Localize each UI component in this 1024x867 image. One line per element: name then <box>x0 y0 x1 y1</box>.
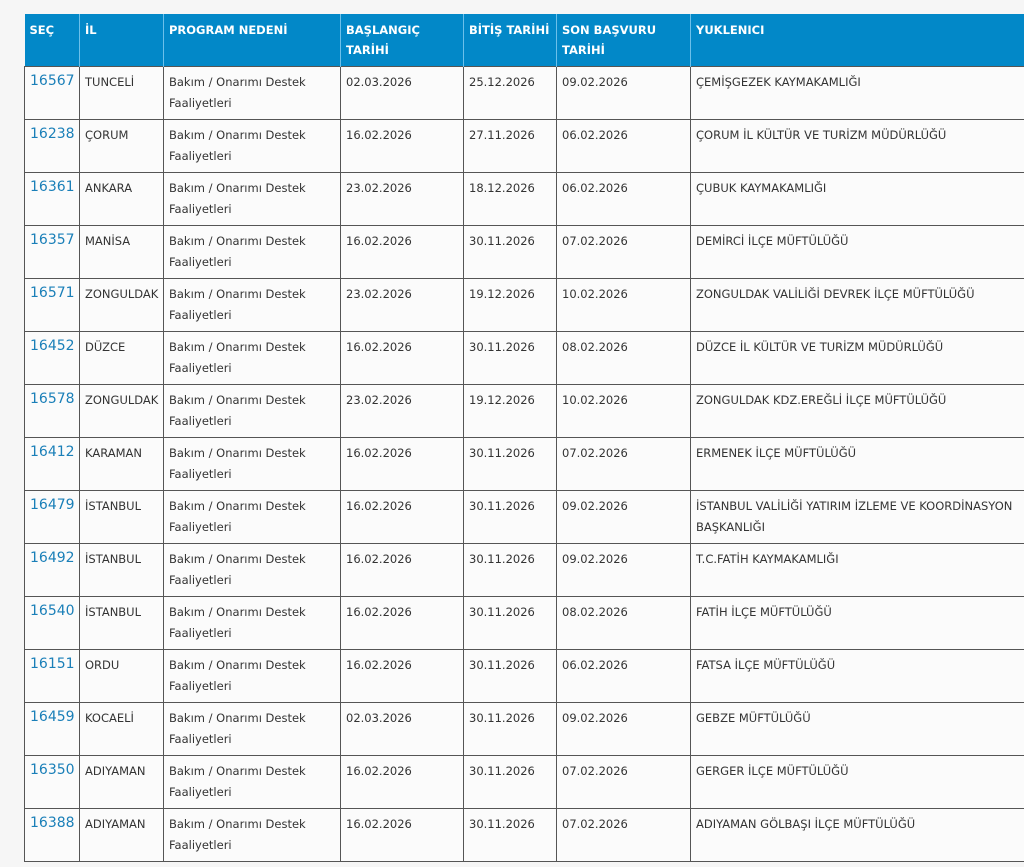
table-row <box>25 809 1024 862</box>
start-date-cell: 16.02.2026 <box>341 809 464 862</box>
program-cell: Bakım / Onarımı Destek Faaliyetleri <box>164 809 341 862</box>
deadline-cell: 09.02.2026 <box>557 491 691 544</box>
program-cell: Bakım / Onarımı Destek Faaliyetleri <box>164 173 341 226</box>
deadline-cell: 08.02.2026 <box>557 332 691 385</box>
end-date-cell: 30.11.2026 <box>464 438 557 491</box>
program-cell: Bakım / Onarımı Destek Faaliyetleri <box>164 385 341 438</box>
row-id-link[interactable]: 16151 <box>25 650 80 703</box>
end-date-cell: 19.12.2026 <box>464 385 557 438</box>
end-date-cell: 30.11.2026 <box>464 597 557 650</box>
row-id-link[interactable]: 16350 <box>25 756 80 809</box>
contractor-cell: DÜZCE İL KÜLTÜR VE TURİZM MÜDÜRLÜĞÜ <box>691 332 1024 385</box>
contractor-cell: ÇEMİŞGEZEK KAYMAKAMLIĞI <box>691 67 1024 120</box>
contractor-cell: T.C.FATİH KAYMAKAMLIĞI <box>691 544 1024 597</box>
province-cell: KARAMAN <box>80 438 164 491</box>
deadline-cell: 07.02.2026 <box>557 226 691 279</box>
end-date-cell: 30.11.2026 <box>464 703 557 756</box>
start-date-cell: 16.02.2026 <box>341 650 464 703</box>
program-cell: Bakım / Onarımı Destek Faaliyetleri <box>164 597 341 650</box>
province-cell: ÇORUM <box>80 120 164 173</box>
table-row <box>25 279 1024 332</box>
header-row <box>25 14 1024 67</box>
table-row <box>25 385 1024 438</box>
program-cell: Bakım / Onarımı Destek Faaliyetleri <box>164 226 341 279</box>
program-cell: Bakım / Onarımı Destek Faaliyetleri <box>164 332 341 385</box>
program-table <box>24 14 1024 862</box>
deadline-cell: 09.02.2026 <box>557 67 691 120</box>
deadline-cell: 07.02.2026 <box>557 809 691 862</box>
program-cell: Bakım / Onarımı Destek Faaliyetleri <box>164 544 341 597</box>
province-cell: MANİSA <box>80 226 164 279</box>
start-date-cell: 23.02.2026 <box>341 279 464 332</box>
contractor-cell: ADIYAMAN GÖLBAŞI İLÇE MÜFTÜLÜĞÜ <box>691 809 1024 862</box>
deadline-cell: 09.02.2026 <box>557 544 691 597</box>
province-cell: ZONGULDAK <box>80 279 164 332</box>
deadline-cell: 09.02.2026 <box>557 703 691 756</box>
contractor-cell: İSTANBUL VALİLİĞİ YATIRIM İZLEME VE KOORDİNASYON BAŞKANLIĞI <box>691 491 1024 544</box>
row-id-link[interactable]: 16388 <box>25 809 80 862</box>
end-date-cell: 30.11.2026 <box>464 809 557 862</box>
deadline-cell: 10.02.2026 <box>557 385 691 438</box>
province-cell: İSTANBUL <box>80 597 164 650</box>
end-date-cell: 25.12.2026 <box>464 67 557 120</box>
row-id-link[interactable]: 16452 <box>25 332 80 385</box>
table-row <box>25 703 1024 756</box>
table-row <box>25 491 1024 544</box>
header-program[interactable]: PROGRAM NEDENİ <box>164 14 341 67</box>
province-cell: DÜZCE <box>80 332 164 385</box>
start-date-cell: 16.02.2026 <box>341 226 464 279</box>
row-id-link[interactable]: 16567 <box>25 67 80 120</box>
contractor-cell: GERGER İLÇE MÜFTÜLÜĞÜ <box>691 756 1024 809</box>
contractor-cell: GEBZE MÜFTÜLÜĞÜ <box>691 703 1024 756</box>
start-date-cell: 16.02.2026 <box>341 597 464 650</box>
row-id-link[interactable]: 16412 <box>25 438 80 491</box>
deadline-cell: 06.02.2026 <box>557 650 691 703</box>
contractor-cell: ERMENEK İLÇE MÜFTÜLÜĞÜ <box>691 438 1024 491</box>
deadline-cell: 07.02.2026 <box>557 756 691 809</box>
header-sec[interactable]: SEÇ <box>25 14 80 67</box>
row-id-link[interactable]: 16571 <box>25 279 80 332</box>
header-start-date[interactable]: BAŞLANGIÇ TARİHİ <box>341 14 464 67</box>
province-cell: ZONGULDAK <box>80 385 164 438</box>
table-row <box>25 226 1024 279</box>
row-id-link[interactable]: 16492 <box>25 544 80 597</box>
program-cell: Bakım / Onarımı Destek Faaliyetleri <box>164 67 341 120</box>
start-date-cell: 16.02.2026 <box>341 544 464 597</box>
program-cell: Bakım / Onarımı Destek Faaliyetleri <box>164 438 341 491</box>
contractor-cell: DEMİRCİ İLÇE MÜFTÜLÜĞÜ <box>691 226 1024 279</box>
row-id-link[interactable]: 16479 <box>25 491 80 544</box>
contractor-cell: ZONGULDAK KDZ.EREĞLİ İLÇE MÜFTÜLÜĞÜ <box>691 385 1024 438</box>
table-row <box>25 544 1024 597</box>
province-cell: ADIYAMAN <box>80 809 164 862</box>
contractor-cell: ZONGULDAK VALİLİĞİ DEVREK İLÇE MÜFTÜLÜĞÜ <box>691 279 1024 332</box>
row-id-link[interactable]: 16357 <box>25 226 80 279</box>
start-date-cell: 16.02.2026 <box>341 491 464 544</box>
end-date-cell: 30.11.2026 <box>464 491 557 544</box>
start-date-cell: 23.02.2026 <box>341 385 464 438</box>
start-date-cell: 02.03.2026 <box>341 67 464 120</box>
province-cell: ORDU <box>80 650 164 703</box>
contractor-cell: ÇORUM İL KÜLTÜR VE TURİZM MÜDÜRLÜĞÜ <box>691 120 1024 173</box>
start-date-cell: 16.02.2026 <box>341 438 464 491</box>
table-row <box>25 597 1024 650</box>
table-row <box>25 120 1024 173</box>
table-row <box>25 438 1024 491</box>
table-row <box>25 173 1024 226</box>
end-date-cell: 18.12.2026 <box>464 173 557 226</box>
table-row <box>25 67 1024 120</box>
deadline-cell: 06.02.2026 <box>557 173 691 226</box>
header-deadline[interactable]: SON BAŞVURU TARİHİ <box>557 14 691 67</box>
program-cell: Bakım / Onarımı Destek Faaliyetleri <box>164 703 341 756</box>
row-id-link[interactable]: 16238 <box>25 120 80 173</box>
program-cell: Bakım / Onarımı Destek Faaliyetleri <box>164 491 341 544</box>
start-date-cell: 02.03.2026 <box>341 703 464 756</box>
end-date-cell: 30.11.2026 <box>464 756 557 809</box>
start-date-cell: 16.02.2026 <box>341 756 464 809</box>
province-cell: TUNCELİ <box>80 67 164 120</box>
deadline-cell: 10.02.2026 <box>557 279 691 332</box>
province-cell: İSTANBUL <box>80 544 164 597</box>
end-date-cell: 30.11.2026 <box>464 226 557 279</box>
row-id-link[interactable]: 16578 <box>25 385 80 438</box>
program-cell: Bakım / Onarımı Destek Faaliyetleri <box>164 650 341 703</box>
start-date-cell: 16.02.2026 <box>341 120 464 173</box>
table-row <box>25 332 1024 385</box>
end-date-cell: 27.11.2026 <box>464 120 557 173</box>
contractor-cell: FATSA İLÇE MÜFTÜLÜĞÜ <box>691 650 1024 703</box>
program-cell: Bakım / Onarımı Destek Faaliyetleri <box>164 279 341 332</box>
province-cell: İSTANBUL <box>80 491 164 544</box>
end-date-cell: 30.11.2026 <box>464 650 557 703</box>
row-id-link[interactable]: 16361 <box>25 173 80 226</box>
end-date-cell: 30.11.2026 <box>464 544 557 597</box>
start-date-cell: 23.02.2026 <box>341 173 464 226</box>
start-date-cell: 16.02.2026 <box>341 332 464 385</box>
row-id-link[interactable]: 16459 <box>25 703 80 756</box>
deadline-cell: 08.02.2026 <box>557 597 691 650</box>
province-cell: KOCAELİ <box>80 703 164 756</box>
contractor-cell: ÇUBUK KAYMAKAMLIĞI <box>691 173 1024 226</box>
header-end-date[interactable]: BİTİŞ TARİHİ <box>464 14 557 67</box>
header-il[interactable]: İL <box>80 14 164 67</box>
contractor-cell: FATİH İLÇE MÜFTÜLÜĞÜ <box>691 597 1024 650</box>
table-row <box>25 650 1024 703</box>
table-row <box>25 756 1024 809</box>
row-id-link[interactable]: 16540 <box>25 597 80 650</box>
deadline-cell: 07.02.2026 <box>557 438 691 491</box>
program-cell: Bakım / Onarımı Destek Faaliyetleri <box>164 756 341 809</box>
province-cell: ANKARA <box>80 173 164 226</box>
end-date-cell: 30.11.2026 <box>464 332 557 385</box>
end-date-cell: 19.12.2026 <box>464 279 557 332</box>
province-cell: ADIYAMAN <box>80 756 164 809</box>
deadline-cell: 06.02.2026 <box>557 120 691 173</box>
program-cell: Bakım / Onarımı Destek Faaliyetleri <box>164 120 341 173</box>
header-contractor[interactable]: YUKLENICI <box>691 14 1024 67</box>
